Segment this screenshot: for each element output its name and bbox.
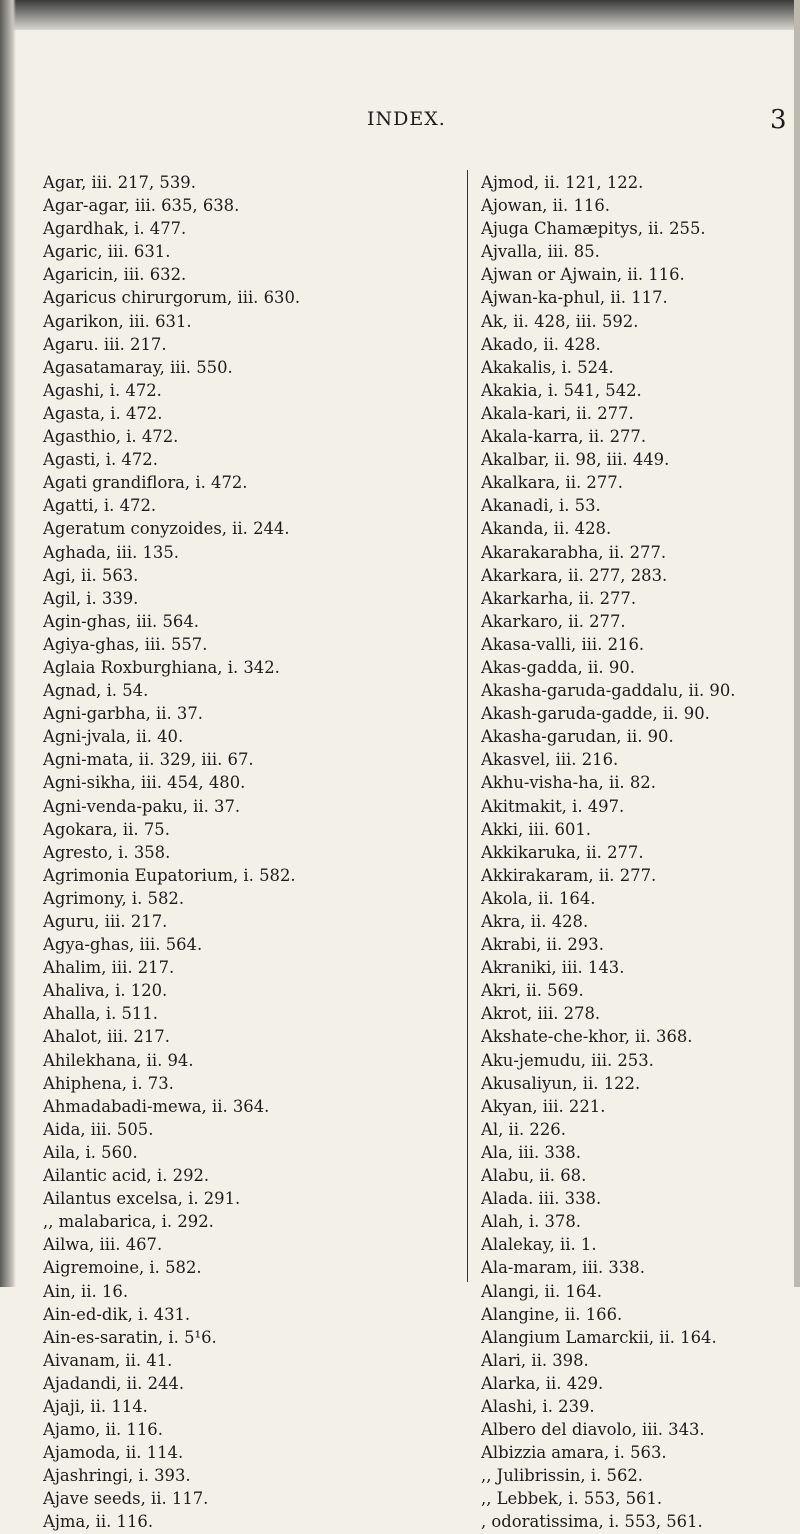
index-entry: Agarikon, iii. 631. [43, 311, 192, 331]
index-entry: Agaru. iii. 217. [43, 334, 167, 354]
index-entry: Aghada, iii. 135. [43, 542, 179, 562]
index-entry: Ailantic acid, i. 292. [43, 1166, 210, 1186]
index-entry: Akola, ii. 164. [481, 888, 596, 908]
index-entry: Akasvel, iii. 216. [481, 750, 619, 770]
index-entry: Ailwa, iii. 467. [43, 1235, 163, 1255]
index-entry: Ajamoda, ii. 114. [43, 1443, 184, 1463]
index-entry: Akarkara, ii. 277, 283. [481, 565, 668, 585]
index-entry: Agiya-ghas, iii. 557. [43, 634, 208, 654]
index-entry: Agasatamaray, iii. 550. [43, 357, 233, 377]
index-entry: Agar, iii. 217, 539. [43, 173, 196, 192]
index-entry: Agokara, ii. 75. [43, 819, 170, 839]
index-entry: Ahalim, iii. 217. [43, 958, 175, 978]
scan-top-edge [0, 0, 800, 30]
index-entry: Agni-sikha, iii. 454, 480. [43, 773, 246, 793]
index-entry: Agnad, i. 54. [43, 681, 149, 701]
index-entry: Ailantus excelsa, i. 291. [43, 1189, 241, 1209]
index-entry: Akkikaruka, ii. 277. [481, 842, 644, 862]
index-entry: Agin-ghas, iii. 564. [43, 611, 199, 631]
index-entry: Ain, ii. 16. [43, 1281, 129, 1301]
index-entry: Ajvalla, iii. 85. [481, 242, 600, 262]
index-entry: Ain-ed-dik, i. 431. [43, 1304, 191, 1324]
index-entry: Ahilekhana, ii. 94. [43, 1050, 194, 1070]
index-entry: Akarakarabha, ii. 277. [481, 542, 667, 562]
column-divider [467, 170, 468, 1282]
index-entry: Ak, ii. 428, iii. 592. [481, 311, 639, 331]
page-title: INDEX. [367, 108, 446, 130]
index-entry: Agrimony, i. 582. [43, 888, 185, 908]
index-entry: Akshate-che-khor, ii. 368. [481, 1027, 693, 1047]
page-header [0, 105, 800, 138]
index-entry: Aglaia Roxburghiana, i. 342. [43, 657, 280, 677]
index-entry: Akakalis, i. 524. [481, 357, 614, 377]
index-entry: Alangium Lamarckii, ii. 164. [481, 1327, 717, 1347]
index-entry: Alari, ii. 398. [481, 1350, 589, 1370]
index-entry: Agni-garbha, ii. 37. [43, 704, 203, 724]
index-entry: Ajamo, ii. 116. [43, 1420, 163, 1440]
index-entry: Akyan, iii. 221. [481, 1096, 606, 1116]
index-entry: Alada. iii. 338. [481, 1189, 602, 1209]
index-entry: Akasa-valli, iii. 216. [481, 634, 645, 654]
index-entry: Akitmakit, i. 497. [481, 796, 625, 816]
index-entry: Ajmod, ii. 121, 122. [481, 173, 644, 192]
index-entry: Aivanam, ii. 41. [43, 1350, 173, 1370]
index-entry: Akraniki, iii. 143. [481, 958, 625, 978]
index-entry: Akash-garuda-gadde, ii. 90. [481, 704, 710, 724]
index-entry: ,, malabarica, i. 292. [43, 1212, 214, 1232]
index-entry: Akrabi, ii. 293. [481, 935, 604, 955]
index-entry: Akarkarha, ii. 277. [481, 588, 637, 608]
index-entry: Akado, ii. 428. [481, 334, 601, 354]
index-entry: Agaricus chirurgorum, iii. 630. [43, 288, 301, 308]
index-entry: Akalbar, ii. 98, iii. 449. [481, 450, 670, 470]
index-entry: Agil, i. 339. [43, 588, 139, 608]
index-entry: Ajwan-ka-phul, ii. 117. [481, 288, 668, 308]
index-entry: Agashi, i. 472. [43, 380, 162, 400]
page-number: 3 [770, 105, 787, 135]
index-entry: ,, Lebbek, i. 553, 561. [481, 1489, 663, 1509]
index-entry: Akanda, ii. 428. [481, 519, 612, 539]
index-entry: , odoratissima, i. 553, 561. [481, 1512, 703, 1532]
index-entry: Ajave seeds, ii. 117. [43, 1489, 209, 1509]
index-entry: Ajashringi, i. 393. [43, 1466, 191, 1486]
index-entry: Agni-jvala, ii. 40. [43, 727, 184, 747]
index-entry: Al, ii. 226. [481, 1119, 566, 1139]
index-entry: Akasha-garudan, ii. 90. [481, 727, 674, 747]
index-entry: Ain-es-saratin, i. 5¹6. [43, 1327, 217, 1347]
index-entry: Akri, ii. 569. [481, 981, 584, 1001]
index-entry: Alarka, ii. 429. [481, 1373, 604, 1393]
index-entry: Agni-mata, ii. 329, iii. 67. [43, 750, 254, 770]
index-entry: Akkirakaram, ii. 277. [481, 865, 657, 885]
index-entry: Aku-jemudu, iii. 253. [481, 1050, 654, 1070]
index-entry: Alalekay, ii. 1. [481, 1235, 597, 1255]
index-entry: Ahalla, i. 511. [43, 1004, 158, 1024]
index-entry: Ajowan, ii. 116. [481, 196, 610, 216]
index-entry: Akusaliyun, ii. 122. [481, 1073, 641, 1093]
index-entry: Ahiphena, i. 73. [43, 1073, 174, 1093]
index-entry: Agya-ghas, iii. 564. [43, 935, 203, 955]
index-entry: Ahmadabadi-mewa, ii. 364. [43, 1096, 270, 1116]
index-entry: Albizzia amara, i. 563. [481, 1443, 667, 1463]
index-entry: Agresto, i. 358. [43, 842, 171, 862]
index-entry: Akakia, i. 541, 542. [481, 380, 642, 400]
index-entry: Agasta, i. 472. [43, 403, 163, 423]
index-entry: Akanadi, i. 53. [481, 496, 601, 516]
index-entry: Agar-agar, iii. 635, 638. [43, 196, 240, 216]
index-entry: Alangi, ii. 164. [481, 1281, 602, 1301]
index-entry: Akasha-garuda-gaddalu, ii. 90. [481, 681, 736, 701]
index-entry: Ahaliva, i. 120. [43, 981, 168, 1001]
index-entry: Aguru, iii. 217. [43, 912, 168, 931]
index-entry: Akala-karra, ii. 277. [481, 427, 647, 447]
index-entry: Akki, iii. 601. [481, 819, 592, 839]
index-entry: Ajaji, ii. 114. [43, 1396, 148, 1416]
index-entry: Ajuga Chamæpitys, ii. 255. [481, 219, 706, 239]
scan-left-edge [0, 0, 16, 1287]
scan-right-edge [794, 0, 800, 1287]
index-entry: Agaric, iii. 631. [43, 242, 171, 262]
index-entry: Ageratum conyzoides, ii. 244. [43, 519, 290, 539]
index-entry: Agi, ii. 563. [43, 565, 139, 585]
index-entry: Akarkaro, ii. 277. [481, 611, 626, 631]
index-column-left [43, 171, 428, 1534]
index-entry: Aigremoine, i. 582. [43, 1258, 202, 1278]
index-entry: Akhu-visha-ha, ii. 82. [481, 773, 656, 793]
index-entry: Alashi, i. 239. [481, 1396, 595, 1416]
index-column-right [481, 171, 791, 1534]
index-entry: Agrimonia Eupatorium, i. 582. [43, 865, 296, 885]
index-entry: Aida, iii. 505. [43, 1119, 154, 1139]
index-entry: Akalkara, ii. 277. [481, 473, 623, 493]
index-entry: Agni-venda-paku, ii. 37. [43, 796, 241, 816]
index-entry: Ala-maram, iii. 338. [481, 1258, 645, 1278]
index-entry: Ajwan or Ajwain, ii. 116. [481, 265, 685, 285]
index-entry: Agaricin, iii. 632. [43, 265, 187, 285]
index-entry: Agardhak, i. 477. [43, 219, 187, 239]
index-entry: Akrot, iii. 278. [481, 1004, 601, 1024]
index-entry: ,, Julibrissin, i. 562. [481, 1466, 644, 1486]
index-entry: Agati grandiflora, i. 472. [43, 473, 248, 493]
index-entry: Ahalot, iii. 217. [43, 1027, 170, 1047]
index-entry: Agasti, i. 472. [43, 450, 158, 470]
index-entry: Alangine, ii. 166. [481, 1304, 623, 1324]
index-entry: Aila, i. 560. [43, 1142, 138, 1162]
index-entry: Alah, i. 378. [481, 1212, 581, 1232]
index-entry: Alabu, ii. 68. [481, 1166, 587, 1186]
index-entry: Akas-gadda, ii. 90. [481, 657, 635, 677]
index-entry: Ajadandi, ii. 244. [43, 1373, 185, 1393]
index-entry: Agatti, i. 472. [43, 496, 157, 516]
index-entry: Albero del diavolo, iii. 343. [481, 1420, 705, 1440]
index-entry: Ajma, ii. 116. [43, 1512, 154, 1532]
index-entry: Agasthio, i. 472. [43, 427, 179, 447]
index-entry: Ala, iii. 338. [481, 1142, 581, 1162]
index-entry: Akala-kari, ii. 277. [481, 403, 634, 423]
index-entry: Akra, ii. 428. [481, 912, 589, 931]
